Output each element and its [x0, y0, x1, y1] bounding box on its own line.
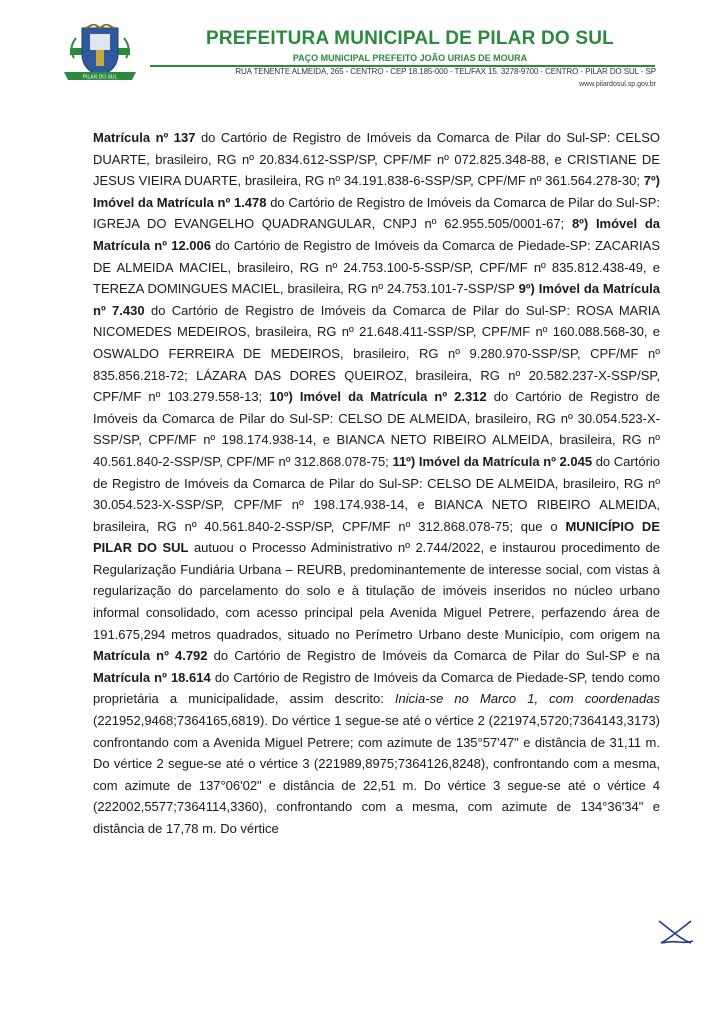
matricula-18614: Matrícula nº 18.614 — [93, 669, 211, 685]
imovel-11-heading: 11º) Imóvel da Matrícula nº 2.045 — [392, 453, 593, 469]
letterhead — [0, 0, 717, 100]
body-text-3: do Cartório de Registro de Imóveis da Comarca de Piedade-SP: ZACARIAS DE ALMEIDA MACIEL, brasileiro, RG nº 24.753.100-5-SSP/SP, CPF/MF nº 835.812.438-49, e TEREZA DOMINGUES MACIEL, brasileira, RG nº 24.753.101-7-SSP/SP — [93, 237, 660, 297]
body-text-10: (221952,9468;7364165,6819). Do vértice 1 segue-se até o vértice 2 (221974,5720;7364143,3173) confrontando com a Avenida Miguel Petrere; com azimute de 135°57'47" e distância de 31,11 m. Do vértice 2 segue-se até o vértice 3 (221989,8975;7364126,8248), confrontando com a mesma, com azimute de 137°06'02" e distância de 22,51 m. Do vértice 3 segue-se até o vértice 4 (222002,5577;7364114,3360), confrontando com a mesma, com azimute de 134°36'34" e distância de 17,78 m. Do vértice — [93, 713, 660, 836]
imovel-8-heading: 8º) Imóvel da Matrícula nº 12.006 — [93, 216, 661, 253]
matricula-137: Matrícula nº 137 — [93, 130, 196, 145]
header-title: PREFEITURA MUNICIPAL DE PILAR DO SUL — [206, 28, 614, 49]
document-body — [93, 127, 660, 840]
header-address: RUA TENENTE ALMEIDA, 265 - CENTRO - CEP 18.185-000 - TEL/FAX 15. 3278-9700 - CENTRO - PILAR DO SUL - SP — [235, 67, 656, 76]
crest-banner-text: PILAR DO SUL — [82, 74, 118, 81]
matricula-4792: Matrícula nº 4.792 — [93, 648, 208, 664]
imovel-7-heading: 7º) Imóvel da Matrícula nº 1.478 — [93, 173, 660, 210]
body-text-6: do Cartório de Registro de Imóveis da Comarca de Pilar do Sul-SP: CELSO DE ALMEIDA, brasileiro, RG nº 30.054.523-X-SSP/SP, CPF/MF nº 198.174.938-14, e BIANCA NETO RIBEIRO ALMEIDA, brasileira, RG nº 40.561.840-2-SSP/SP, CPF/MF nº 312.868.078-75; que o — [93, 453, 661, 534]
body-text-4: do Cartório de Registro de Imóveis da Comarca de Pilar do Sul-SP: ROSA MARIA NICOMEDES MEDEIROS, brasileira, RG nº 21.648.411-SSP/SP, CPF/MF nº 160.088.568-30, e OSWALDO FERREIRA DE MEDEIROS, brasileiro, RG nº 9.280.970-SSP/SP, CPF/MF nº 835.856.218-72; LÁZARA DAS DORES QUEIROZ, brasileira, RG nº 20.582.237-X-SSP/SP, CPF/MF nº 103.279.558-13; — [93, 302, 660, 405]
signature-mark-icon — [655, 917, 695, 947]
imovel-9-heading: 9º) Imóvel da Matrícula nº 7.430 — [93, 281, 660, 318]
body-text-9: do Cartório de Registro de Imóveis da Comarca de Piedade-SP, tendo como proprietária a municipalidade, assim descrito: — [93, 669, 660, 707]
body-text-5: do Cartório de Registro de Imóveis da Comarca de Pilar do Sul-SP: CELSO DE ALMEIDA, brasileiro, RG nº 30.054.523-X-SSP/SP, CPF/MF nº 198.174.938-14, e BIANCA NETO RIBEIRO ALMEIDA, brasileira, RG nº 40.561.840-2-SSP/SP, CPF/MF nº 312.868.078-75; — [93, 389, 661, 469]
body-text-7: autuou o Processo Administrativo nº 2.744/2022, e instaurou procedimento de Regularização Fundiária Urbana – REURB, predominantemente de interesse social, com vistas à regularização do parcelamento do solo e à titulação de imóveis inseridos no núcleo urbano informal consolidado, com acesso principal pela Avenida Miguel Petrere, perfazendo área de 191.675,294 metros quadrados, situado no Perímetro Urbano deste Município, com origem na — [93, 540, 660, 642]
description-start-italic: Inicia-se no Marco 1, com coordenadas — [394, 691, 660, 707]
header-subtitle: PAÇO MUNICIPAL PREFEITO JOÃO URIAS DE MOURA — [292, 53, 528, 63]
municipal-coat-of-arms-icon — [60, 24, 140, 82]
body-text-1: do Cartório de Registro de Imóveis da Comarca de Pilar do Sul-SP: CELSO DUARTE, brasileiro, RG nº 20.834.612-SSP/SP, CPF/MF nº 072.825.348-88, e CRISTIANE DE JESUS VIEIRA DUARTE, brasileira, RG nº 34.191.838-6-SSP/SP, CPF/MF nº 361.564.278-30; — [93, 130, 660, 189]
municipio-name: MUNICÍPIO DE PILAR DO SUL — [93, 518, 660, 556]
imovel-10-heading: 10º) Imóvel da Matrícula nº 2.312 — [269, 389, 487, 405]
body-text-8: do Cartório de Registro de Imóveis da Comarca de Pilar do Sul-SP e na — [207, 648, 660, 664]
header-website: www.pilardosul.sp.gov.br — [579, 81, 656, 88]
body-text-2: do Cartório de Registro de Imóveis da Comarca de Pilar do Sul-SP: IGREJA DO EVANGELHO QUADRANGULAR, CNPJ nº 62.955.505/0001-67; — [93, 194, 660, 232]
